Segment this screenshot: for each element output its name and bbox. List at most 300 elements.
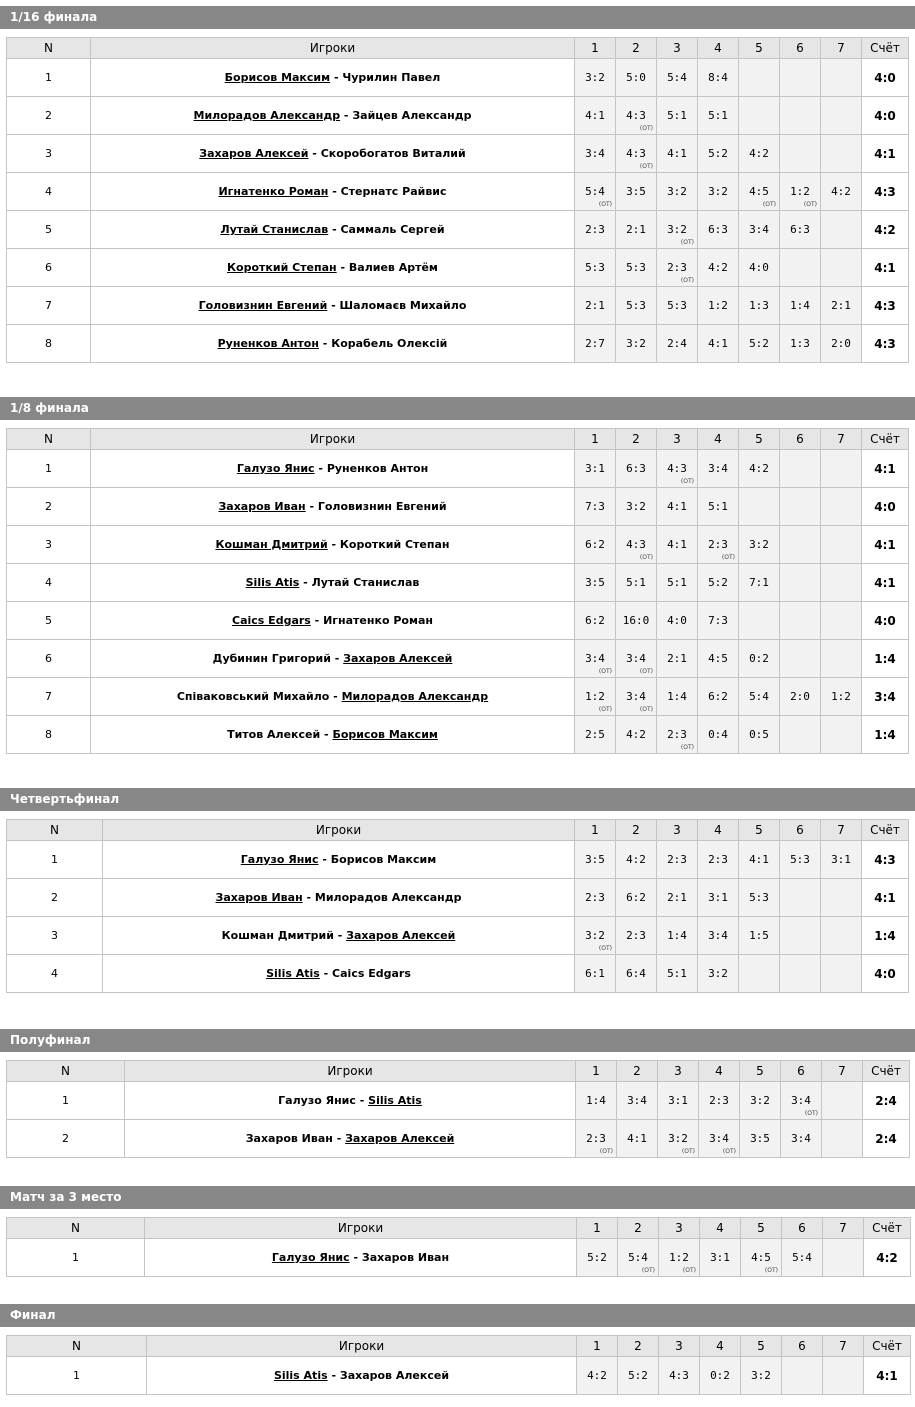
set-score-value: 1:2 xyxy=(790,185,810,198)
column-header-set-7[interactable]: 7 xyxy=(821,38,862,59)
set-score-value: 5:4 xyxy=(667,71,687,84)
set-score-6 xyxy=(780,841,821,879)
player-2-link[interactable]: Лутай Станислав xyxy=(311,576,420,589)
column-header-set-4[interactable]: 4 xyxy=(698,429,739,450)
column-header-n[interactable]: N xyxy=(7,820,103,841)
player-separator: - xyxy=(327,1369,340,1382)
player-2-link[interactable]: Корабель Олексій xyxy=(331,337,448,350)
set-score-2 xyxy=(616,211,657,249)
set-score-2 xyxy=(616,640,657,678)
column-header-set-2[interactable]: 2 xyxy=(616,820,657,841)
set-score-6 xyxy=(780,325,821,363)
match-number: 3 xyxy=(7,135,91,173)
set-score-1 xyxy=(575,640,616,678)
player-separator: - xyxy=(305,500,318,513)
match-row[interactable] xyxy=(7,879,909,917)
set-score-value: 5:1 xyxy=(708,500,728,513)
set-score-value: 3:2 xyxy=(708,967,728,980)
match-players xyxy=(125,1120,576,1158)
column-header-players[interactable]: Игроки xyxy=(125,1061,576,1082)
set-score-4 xyxy=(698,955,739,993)
player-separator: - xyxy=(314,462,327,475)
player-1-link[interactable]: Дубинин Григорий xyxy=(212,652,331,665)
header-row xyxy=(7,1061,910,1082)
set-score-4 xyxy=(698,640,739,678)
match-row[interactable] xyxy=(7,211,909,249)
set-score-5 xyxy=(739,955,780,993)
player-1-link[interactable]: Галузо Янис xyxy=(278,1094,356,1107)
match-number: 7 xyxy=(7,287,91,325)
column-header-set-6[interactable]: 6 xyxy=(780,820,821,841)
set-score-4 xyxy=(698,325,739,363)
set-score-value: 1:2 xyxy=(669,1251,689,1264)
column-header-score[interactable]: Счёт xyxy=(864,1336,911,1357)
column-header-players[interactable]: Игроки xyxy=(103,820,575,841)
set-score-5 xyxy=(741,1239,782,1277)
player-2-link[interactable]: Шаломаєв Михайло xyxy=(339,299,467,312)
set-score-value: 2:3 xyxy=(708,538,728,551)
column-header-score[interactable]: Счёт xyxy=(862,820,909,841)
column-header-n[interactable]: N xyxy=(7,38,91,59)
set-score-2 xyxy=(617,1082,658,1120)
set-score-7 xyxy=(821,211,862,249)
column-header-set-3[interactable]: 3 xyxy=(659,1336,700,1357)
column-header-players[interactable]: Игроки xyxy=(147,1336,577,1357)
column-header-set-2[interactable]: 2 xyxy=(618,1336,659,1357)
match-number: 2 xyxy=(7,1120,125,1158)
player-2-link[interactable]: Захаров Алексей xyxy=(345,1132,455,1145)
header-row xyxy=(7,1336,911,1357)
set-score-4 xyxy=(698,841,739,879)
match-row[interactable] xyxy=(7,450,909,488)
column-header-set-7[interactable]: 7 xyxy=(821,820,862,841)
set-score-2 xyxy=(616,173,657,211)
match-total-score: 4:3 xyxy=(862,841,909,879)
column-header-players[interactable]: Игроки xyxy=(91,38,575,59)
set-score-6 xyxy=(780,287,821,325)
set-score-1 xyxy=(575,135,616,173)
results-table xyxy=(6,1060,910,1158)
column-header-set-3[interactable]: 3 xyxy=(657,429,698,450)
column-header-n[interactable]: N xyxy=(7,1336,147,1357)
player-2-link[interactable]: Борисов Максим xyxy=(332,728,438,741)
player-1-link[interactable]: Руненков Антон xyxy=(217,337,319,350)
set-score-value: 1:5 xyxy=(749,929,769,942)
player-2-link[interactable]: Валиев Артём xyxy=(348,261,438,274)
match-row[interactable] xyxy=(7,564,909,602)
player-1-link[interactable]: Захаров Алексей xyxy=(199,147,309,160)
set-score-6 xyxy=(781,1120,822,1158)
column-header-set-5[interactable]: 5 xyxy=(741,1218,782,1239)
overtime-mark: (ОТ) xyxy=(680,277,694,284)
column-header-set-1[interactable]: 1 xyxy=(575,429,616,450)
match-players xyxy=(125,1082,576,1120)
match-row[interactable] xyxy=(7,678,909,716)
results-table xyxy=(6,1335,911,1395)
player-2-link[interactable]: Захаров Алексей xyxy=(343,652,453,665)
column-header-set-1[interactable]: 1 xyxy=(576,1061,617,1082)
column-header-score[interactable]: Счёт xyxy=(864,1218,911,1239)
match-row[interactable] xyxy=(7,917,909,955)
set-score-value: 5:3 xyxy=(667,299,687,312)
player-2-link[interactable]: Скоробогатов Виталий xyxy=(320,147,466,160)
column-header-set-1[interactable]: 1 xyxy=(575,820,616,841)
column-header-set-3[interactable]: 3 xyxy=(658,1061,699,1082)
set-score-6 xyxy=(782,1357,823,1395)
player-1-link[interactable]: Кошман Дмитрий xyxy=(221,929,334,942)
match-players xyxy=(91,564,575,602)
player-1-link[interactable]: Співаковський Михайло xyxy=(176,690,330,703)
set-score-value: 4:2 xyxy=(626,728,646,741)
set-score-7 xyxy=(821,488,862,526)
set-score-6 xyxy=(780,135,821,173)
column-header-set-4[interactable]: 4 xyxy=(699,1061,740,1082)
match-row[interactable] xyxy=(7,59,909,97)
set-score-2 xyxy=(618,1239,659,1277)
match-row[interactable] xyxy=(7,249,909,287)
column-header-set-4[interactable]: 4 xyxy=(700,1218,741,1239)
set-score-value: 5:1 xyxy=(667,576,687,589)
set-score-5 xyxy=(739,249,780,287)
set-score-3 xyxy=(657,640,698,678)
set-score-value: 4:2 xyxy=(831,185,851,198)
set-score-value: 7:3 xyxy=(585,500,605,513)
match-total-score: 1:4 xyxy=(862,640,909,678)
set-score-2 xyxy=(616,526,657,564)
match-row[interactable] xyxy=(7,287,909,325)
set-score-4 xyxy=(700,1357,741,1395)
player-1-link[interactable]: Захаров Иван xyxy=(215,891,303,904)
player-2-link[interactable]: Саммаль Сергей xyxy=(340,223,445,236)
column-header-set-5[interactable]: 5 xyxy=(741,1336,782,1357)
player-1-link[interactable]: Милорадов Александр xyxy=(193,109,341,122)
match-row[interactable] xyxy=(7,1082,910,1120)
column-header-set-7[interactable]: 7 xyxy=(823,1336,864,1357)
results-table xyxy=(6,37,909,363)
player-2-link[interactable]: Caics Edgars xyxy=(332,967,411,980)
set-score-7 xyxy=(821,879,862,917)
set-score-7 xyxy=(821,97,862,135)
set-score-3 xyxy=(657,526,698,564)
set-score-value: 3:4 xyxy=(585,652,605,665)
match-number: 1 xyxy=(7,450,91,488)
set-score-value: 3:5 xyxy=(750,1132,770,1145)
match-row[interactable] xyxy=(7,1357,911,1395)
set-score-7 xyxy=(821,526,862,564)
column-header-set-3[interactable]: 3 xyxy=(657,820,698,841)
match-players xyxy=(91,173,575,211)
match-players xyxy=(145,1239,577,1277)
match-number: 1 xyxy=(7,1357,147,1395)
player-2-link[interactable]: Чурилин Павел xyxy=(342,71,441,84)
match-row[interactable] xyxy=(7,955,909,993)
set-score-value: 3:2 xyxy=(667,223,687,236)
overtime-mark: (ОТ) xyxy=(639,706,653,713)
player-2-link[interactable]: Захаров Иван xyxy=(361,1251,450,1264)
set-score-5 xyxy=(739,917,780,955)
column-header-players[interactable]: Игроки xyxy=(91,429,575,450)
set-score-7 xyxy=(821,841,862,879)
set-score-3 xyxy=(658,1120,699,1158)
column-header-set-3[interactable]: 3 xyxy=(657,38,698,59)
player-1-link[interactable]: Борисов Максим xyxy=(224,71,331,84)
column-header-set-2[interactable]: 2 xyxy=(616,38,657,59)
player-1-link[interactable]: Титов Алексей xyxy=(227,728,321,741)
match-number: 5 xyxy=(7,211,91,249)
player-1-link[interactable]: Игнатенко Роман xyxy=(218,185,329,198)
column-header-n[interactable]: N xyxy=(7,1061,125,1082)
match-row[interactable] xyxy=(7,488,909,526)
column-header-score[interactable]: Счёт xyxy=(862,429,909,450)
set-score-4 xyxy=(698,564,739,602)
set-score-value: 3:5 xyxy=(626,185,646,198)
match-total-score: 4:2 xyxy=(862,211,909,249)
set-score-value: 1:2 xyxy=(831,690,851,703)
set-score-1 xyxy=(575,325,616,363)
set-score-7 xyxy=(821,249,862,287)
set-score-7 xyxy=(821,450,862,488)
set-score-value: 4:1 xyxy=(585,109,605,122)
column-header-set-6[interactable]: 6 xyxy=(782,1218,823,1239)
set-score-3 xyxy=(657,716,698,754)
column-header-set-4[interactable]: 4 xyxy=(700,1336,741,1357)
set-score-5 xyxy=(739,287,780,325)
player-1-link[interactable]: Кошман Дмитрий xyxy=(215,538,328,551)
set-score-value: 3:4 xyxy=(708,462,728,475)
set-score-2 xyxy=(616,59,657,97)
overtime-mark: (ОТ) xyxy=(764,1267,778,1274)
player-1-link[interactable]: Silis Atis xyxy=(245,576,300,589)
set-score-value: 4:5 xyxy=(751,1251,771,1264)
player-1-link[interactable]: Галузо Янис xyxy=(271,1251,350,1264)
match-total-score: 4:3 xyxy=(862,173,909,211)
set-score-2 xyxy=(616,841,657,879)
player-separator: - xyxy=(299,576,312,589)
set-score-4 xyxy=(698,287,739,325)
player-2-link[interactable]: Silis Atis xyxy=(368,1094,422,1107)
player-2-link[interactable]: Борисов Максим xyxy=(330,853,437,866)
column-header-set-6[interactable]: 6 xyxy=(780,38,821,59)
player-separator: - xyxy=(310,614,324,627)
set-score-4 xyxy=(700,1239,741,1277)
column-header-score[interactable]: Счёт xyxy=(862,38,909,59)
player-separator: - xyxy=(318,853,331,866)
player-2-link[interactable]: Головизнин Евгений xyxy=(317,500,447,513)
match-row[interactable] xyxy=(7,841,909,879)
column-header-set-7[interactable]: 7 xyxy=(823,1218,864,1239)
set-score-7 xyxy=(821,325,862,363)
set-score-1 xyxy=(575,955,616,993)
match-total-score: 4:1 xyxy=(862,249,909,287)
player-2-link[interactable]: Короткий Степан xyxy=(339,538,450,551)
player-1-link[interactable]: Захаров Иван xyxy=(218,500,306,513)
set-score-value: 4:0 xyxy=(667,614,687,627)
match-players xyxy=(103,879,575,917)
set-score-value: 5:3 xyxy=(626,299,646,312)
set-score-value: 3:2 xyxy=(626,500,646,513)
set-score-value: 2:5 xyxy=(585,728,605,741)
set-score-6 xyxy=(780,955,821,993)
player-1-link[interactable]: Захаров Иван xyxy=(245,1132,333,1145)
player-1-link[interactable]: Лутай Станислав xyxy=(220,223,329,236)
set-score-1 xyxy=(575,678,616,716)
player-separator: - xyxy=(332,1132,346,1145)
set-score-value: 3:2 xyxy=(585,71,605,84)
player-separator: - xyxy=(328,185,341,198)
player-2-link[interactable]: Зайцев Александр xyxy=(352,109,472,122)
player-2-link[interactable]: Стернатс Райвис xyxy=(340,185,447,198)
match-row[interactable] xyxy=(7,173,909,211)
set-score-1 xyxy=(575,249,616,287)
set-score-value: 2:1 xyxy=(585,299,605,312)
column-header-set-3[interactable]: 3 xyxy=(659,1218,700,1239)
match-players xyxy=(103,917,575,955)
player-1-link[interactable]: Головизнин Евгений xyxy=(198,299,328,312)
match-row[interactable] xyxy=(7,716,909,754)
player-1-link[interactable]: Галузо Янис xyxy=(236,462,315,475)
match-players xyxy=(91,135,575,173)
set-score-5 xyxy=(739,716,780,754)
set-score-value: 2:1 xyxy=(831,299,851,312)
set-score-value: 5:2 xyxy=(587,1251,607,1264)
overtime-mark: (ОТ) xyxy=(682,1267,696,1274)
column-header-set-1[interactable]: 1 xyxy=(577,1336,618,1357)
player-2-link[interactable]: Милорадов Александр xyxy=(314,891,462,904)
set-score-3 xyxy=(657,173,698,211)
match-total-score: 3:4 xyxy=(862,678,909,716)
set-score-value: 3:2 xyxy=(751,1369,771,1382)
match-row[interactable] xyxy=(7,602,909,640)
column-header-set-7[interactable]: 7 xyxy=(822,1061,863,1082)
set-score-value: 3:4 xyxy=(791,1132,811,1145)
set-score-1 xyxy=(575,841,616,879)
set-score-3 xyxy=(657,955,698,993)
set-score-value: 8:4 xyxy=(708,71,728,84)
column-header-set-6[interactable]: 6 xyxy=(781,1061,822,1082)
column-header-set-1[interactable]: 1 xyxy=(577,1218,618,1239)
player-2-link[interactable]: Захаров Алексей xyxy=(339,1369,450,1382)
set-score-5 xyxy=(739,325,780,363)
set-score-1 xyxy=(575,211,616,249)
set-score-value: 6:3 xyxy=(790,223,810,236)
set-score-value: 5:1 xyxy=(626,576,646,589)
set-score-5 xyxy=(739,173,780,211)
match-players xyxy=(91,287,575,325)
player-2-link[interactable]: Игнатенко Роман xyxy=(323,614,433,627)
column-header-set-5[interactable]: 5 xyxy=(740,1061,781,1082)
set-score-1 xyxy=(576,1082,617,1120)
match-total-score: 4:1 xyxy=(862,564,909,602)
column-header-players[interactable]: Игроки xyxy=(145,1218,577,1239)
set-score-5 xyxy=(739,841,780,879)
column-header-set-5[interactable]: 5 xyxy=(739,820,780,841)
match-total-score: 4:0 xyxy=(862,59,909,97)
match-number: 4 xyxy=(7,564,91,602)
column-header-n[interactable]: N xyxy=(7,429,91,450)
set-score-7 xyxy=(821,955,862,993)
player-separator: - xyxy=(330,71,343,84)
set-score-value: 6:2 xyxy=(585,614,605,627)
set-score-2 xyxy=(616,287,657,325)
match-players xyxy=(91,716,575,754)
set-score-value: 3:1 xyxy=(710,1251,730,1264)
player-2-link[interactable]: Захаров Алексей xyxy=(346,929,456,942)
set-score-3 xyxy=(657,488,698,526)
column-header-set-4[interactable]: 4 xyxy=(698,38,739,59)
overtime-mark: (ОТ) xyxy=(639,554,653,561)
overtime-mark: (ОТ) xyxy=(680,744,694,751)
set-score-4 xyxy=(699,1082,740,1120)
player-1-link[interactable]: Caics Edgars xyxy=(232,614,311,627)
set-score-value: 3:4 xyxy=(708,929,728,942)
overtime-mark: (ОТ) xyxy=(599,1148,613,1155)
player-1-link[interactable]: Короткий Степан xyxy=(227,261,337,274)
column-header-set-2[interactable]: 2 xyxy=(616,429,657,450)
match-total-score: 4:0 xyxy=(862,97,909,135)
column-header-set-4[interactable]: 4 xyxy=(698,820,739,841)
column-header-set-2[interactable]: 2 xyxy=(618,1218,659,1239)
column-header-set-6[interactable]: 6 xyxy=(780,429,821,450)
set-score-5 xyxy=(739,564,780,602)
player-1-link[interactable]: Silis Atis xyxy=(266,967,320,980)
header-row xyxy=(7,38,909,59)
player-2-link[interactable]: Милорадов Александр xyxy=(341,690,489,703)
round-title: 1/8 финала xyxy=(0,397,915,420)
round-section xyxy=(0,6,915,351)
column-header-n[interactable]: N xyxy=(7,1218,145,1239)
set-score-5 xyxy=(739,59,780,97)
set-score-value: 2:3 xyxy=(667,728,687,741)
match-number: 6 xyxy=(7,249,91,287)
match-number: 3 xyxy=(7,917,103,955)
column-header-set-5[interactable]: 5 xyxy=(739,429,780,450)
match-row[interactable] xyxy=(7,526,909,564)
set-score-3 xyxy=(657,917,698,955)
set-score-1 xyxy=(575,97,616,135)
match-row[interactable] xyxy=(7,325,909,363)
match-row[interactable] xyxy=(7,1239,911,1277)
match-row[interactable] xyxy=(7,1120,910,1158)
set-score-value: 2:4 xyxy=(667,337,687,350)
set-score-5 xyxy=(741,1357,782,1395)
set-score-7 xyxy=(821,287,862,325)
match-row[interactable] xyxy=(7,97,909,135)
set-score-value: 3:5 xyxy=(585,853,605,866)
column-header-set-5[interactable]: 5 xyxy=(739,38,780,59)
column-header-score[interactable]: Счёт xyxy=(863,1061,910,1082)
match-number: 2 xyxy=(7,97,91,135)
set-score-6 xyxy=(780,678,821,716)
player-1-link[interactable]: Галузо Янис xyxy=(240,853,319,866)
set-score-value: 5:1 xyxy=(667,109,687,122)
set-score-3 xyxy=(657,97,698,135)
player-1-link[interactable]: Silis Atis xyxy=(273,1369,328,1382)
player-separator: - xyxy=(318,337,332,350)
set-score-value: 4:1 xyxy=(627,1132,647,1145)
column-header-set-6[interactable]: 6 xyxy=(782,1336,823,1357)
set-score-value: 3:2 xyxy=(750,1094,770,1107)
match-number: 4 xyxy=(7,955,103,993)
set-score-value: 5:4 xyxy=(792,1251,812,1264)
column-header-set-7[interactable]: 7 xyxy=(821,429,862,450)
match-row[interactable] xyxy=(7,640,909,678)
round-section xyxy=(0,1029,915,1155)
match-row[interactable] xyxy=(7,135,909,173)
column-header-set-1[interactable]: 1 xyxy=(575,38,616,59)
round-section xyxy=(0,397,915,751)
column-header-set-2[interactable]: 2 xyxy=(617,1061,658,1082)
player-2-link[interactable]: Руненков Антон xyxy=(326,462,429,475)
